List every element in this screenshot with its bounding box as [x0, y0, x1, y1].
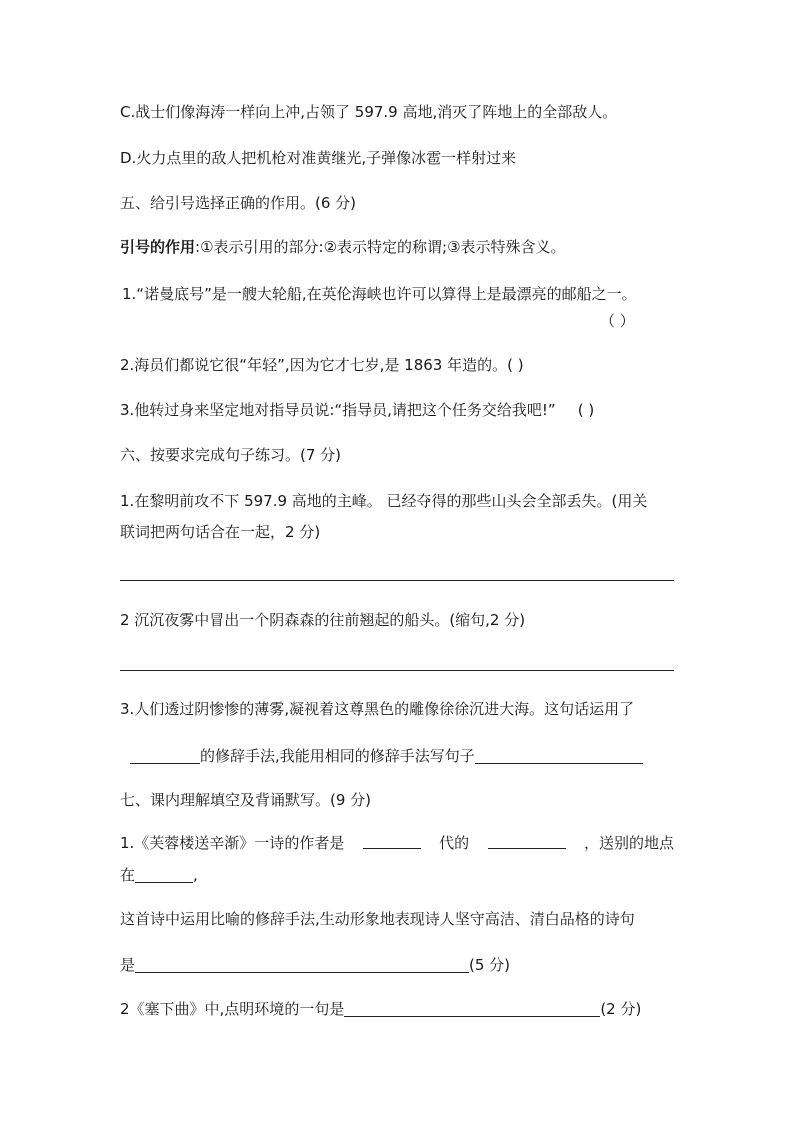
- note-text: :①表示引用的部分:②表示特定的称谓;③表示特殊含义。: [195, 238, 566, 256]
- question-6-2: 2 沉沉夜雾中冒出一个阴森森的往前翘起的船头。(缩句,2 分): [120, 611, 526, 629]
- q7-2-score: (2 分): [600, 1000, 642, 1018]
- question-6-3-mid: 的修辞手法,我能用相同的修辞手法写句子: [200, 747, 475, 765]
- question-5-3-text: 3.他转过身来坚定地对指导员说:“指导员,请把这个任务交给我吧!”: [120, 401, 556, 419]
- blank-sentence[interactable]: [475, 747, 643, 764]
- question-7-2: [120, 998, 674, 1020]
- section-7-title: 七、课内理解填空及背诵默写。(9 分): [120, 791, 372, 809]
- question-6-1-line-2: 联词把两句话合在一起，2 分): [120, 523, 321, 541]
- q7-1-part-2: 代的: [439, 834, 470, 852]
- q7-1-part-1: 1.《芙蓉楼送辛渐》一诗的作者是: [120, 834, 345, 852]
- question-6-3-line-2: [120, 745, 674, 767]
- q7-1-comma: ,: [193, 866, 198, 884]
- q7-1-at: 在: [120, 866, 136, 884]
- answer-line-6-2[interactable]: [120, 670, 674, 671]
- question-6-3-line-1: 3.人们透过阴惨惨的薄雾,凝视着这尊黑色的雕像徐徐沉进大海。这句话运用了: [120, 700, 635, 718]
- blank-dynasty[interactable]: [363, 832, 421, 849]
- q7-2-text: 2《塞下曲》中,点明环境的一句是: [120, 1000, 345, 1018]
- note-label: 引号的作用: [120, 238, 196, 256]
- question-6-1-line-1: 1.在黎明前攻不下 597.9 高地的主峰。 已经夺得的那些山头会全部丢失。(用关: [120, 492, 648, 510]
- question-7-1-line-2: [120, 864, 674, 886]
- blank-poem-line[interactable]: [135, 956, 469, 973]
- section-5-title: 五、给引号选择正确的作用。(6 分): [120, 194, 357, 212]
- question-5-1: 1.“诺曼底号”是一艘大轮船,在英伦海峡也许可以算得上是最漂亮的邮船之一。: [122, 285, 637, 303]
- blank-author[interactable]: [488, 832, 566, 849]
- q7-1-is: 是: [120, 956, 136, 974]
- section-5-note: [120, 236, 674, 258]
- option-c: C.战士们像海涛一样向上冲,占领了 597.9 高地,消灭了阵地上的全部敌人。: [120, 103, 618, 121]
- question-5-3-answer[interactable]: ( ): [577, 401, 595, 419]
- q7-1-part-3: ，送别的地点: [583, 834, 674, 852]
- question-5-3: [120, 399, 674, 421]
- question-7-1-line-1: [120, 832, 674, 854]
- question-5-2: 2.海员们都说它很“年轻”,因为它才七岁,是 1863 年造的。( ): [120, 356, 524, 374]
- blank-rhetoric[interactable]: [130, 747, 200, 764]
- answer-line-6-1[interactable]: [120, 580, 674, 581]
- question-7-1-line-4: [120, 954, 674, 976]
- question-5-1-answer[interactable]: （ ）: [600, 312, 635, 330]
- blank-environment-line[interactable]: [344, 1000, 600, 1017]
- section-6-title: 六、按要求完成句子练习。(7 分): [120, 446, 342, 464]
- question-7-1-line-3: 这首诗中运用比喻的修辞手法,生动形象地表现诗人坚守高洁、清白品格的诗句: [120, 910, 635, 928]
- blank-place[interactable]: [135, 866, 193, 883]
- q7-1-score: (5 分): [469, 956, 511, 974]
- option-d: D.火力点里的敌人把机枪对准黄继光,子弹像冰雹一样射过来: [120, 149, 517, 167]
